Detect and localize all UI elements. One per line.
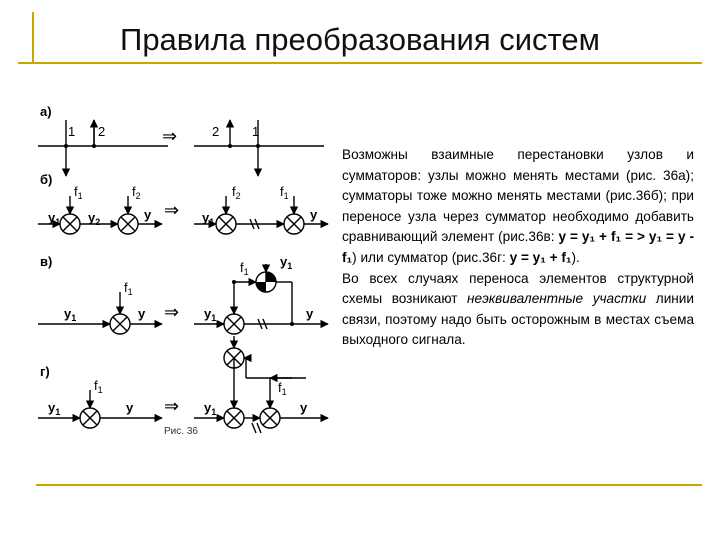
svg-text:y: y — [138, 306, 146, 321]
paragraph-2: Во всех случаях переноса элементов структурной схемы возникают неэквивалентные участки линии связи, поэтому надо быть осторожным в местах съема выходного сигнала. — [342, 270, 694, 348]
svg-text:f1: $f_1$ — [278, 380, 287, 397]
svg-text:f2: $f_2$ — [232, 184, 241, 201]
node-label-a-right-1: 1 — [252, 124, 260, 139]
svg-text:f1: $f_1$ — [124, 280, 133, 297]
svg-text:y: y — [306, 306, 314, 321]
panel-label-c: в) — [40, 254, 53, 269]
svg-text:y1: $y_1$ — [48, 400, 61, 417]
svg-text:y: y — [300, 400, 308, 415]
panel-label-b: б) — [40, 172, 53, 187]
node-label-a-1: 1 — [68, 124, 76, 139]
svg-text:y1: $y_1$ — [280, 254, 293, 271]
svg-text:y: y — [126, 400, 134, 415]
slide-title: Правила преобразования систем — [120, 22, 600, 57]
svg-text:f1: $f_1$ — [240, 260, 249, 277]
formula-2: y = y₁ + f₁ — [509, 249, 572, 265]
label-y1-b: $y_1$ — [48, 210, 61, 227]
svg-text:f1: $f_1$ — [280, 184, 289, 201]
node-label-a-right-2: 2 — [212, 124, 220, 139]
arrow-d: ⇒ — [164, 396, 180, 416]
node-label-a-2: 2 — [98, 124, 106, 139]
arrow-a: ⇒ — [162, 126, 178, 146]
svg-text:y1: $y_1$ — [64, 306, 77, 323]
svg-text:y1: $y_1$ — [204, 306, 217, 323]
explanation-text — [342, 145, 694, 351]
panel-label-a: а) — [40, 104, 52, 119]
arrow-c: ⇒ — [164, 302, 180, 322]
label-y2-b: $y_2$ — [88, 210, 101, 227]
decorative-bottom-line — [36, 484, 702, 486]
decorative-top-line — [18, 62, 702, 64]
figure-caption: Рис. 36 — [164, 426, 198, 437]
italic-term: неэквивалентные участки — [467, 291, 647, 307]
label-f1-b: $f_1$ — [74, 184, 83, 201]
node-a-1 — [64, 144, 68, 148]
paragraph-1: Возможны взаимные перестановки узлов и сумматоров: узлы можно менять местами (рис. 36а); сумматоры тоже можно менять местами (рис.36б); при переносе узла через сумматор необходимо добавить сравнивающий элемент (рис.36в: y = y₁ + f₁ = > y₁ = y - f₁) или сумматор (рис.36г: y = y₁ + f₁). — [342, 147, 694, 265]
formula-1: y = y₁ + f₁ = > y₁ = y - f₁ — [342, 229, 694, 265]
block-diagram-figure — [34, 96, 334, 441]
svg-text:y: y — [310, 207, 318, 222]
svg-text:f1: $f_1$ — [94, 378, 103, 395]
arrow-b: ⇒ — [164, 200, 180, 220]
svg-text:y1: $y_1$ — [202, 210, 215, 227]
svg-text:y1: $y_1$ — [204, 400, 217, 417]
label-f2-b: $f_2$ — [132, 184, 141, 201]
node-a-2 — [92, 144, 96, 148]
label-y-b: y — [144, 207, 152, 222]
panel-label-d: г) — [40, 364, 50, 379]
